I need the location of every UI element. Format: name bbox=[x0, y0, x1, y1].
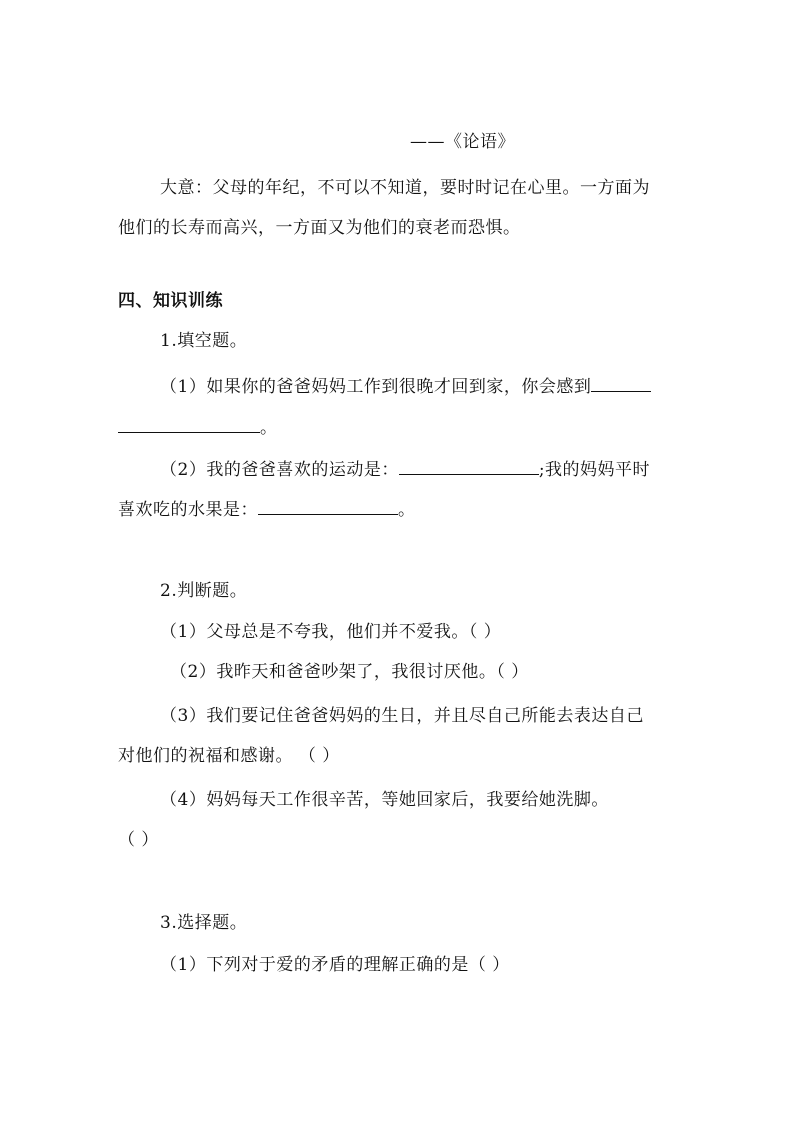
q1-item1 bbox=[160, 374, 651, 398]
q1-item1-end: 。 bbox=[260, 418, 278, 438]
q1-item2 bbox=[160, 457, 650, 481]
q1-title: 1.填空题。 bbox=[160, 331, 248, 351]
q2-title: 2.判断题。 bbox=[160, 581, 248, 601]
q2-item4-line2: （ ） bbox=[118, 830, 159, 850]
section-heading: 四、知识训练 bbox=[118, 291, 223, 311]
q2-item1: （1）父母总是不夸我，他们并不爱我。（ ） bbox=[160, 622, 502, 642]
q1-item2-line2-a: 喜欢吃的水果是： bbox=[118, 500, 258, 520]
q2-item3-line2: 对他们的祝福和感谢。 （ ） bbox=[118, 746, 340, 766]
q3-item1: （1）下列对于爱的矛盾的理解正确的是（ ） bbox=[160, 955, 510, 975]
answer-blank[interactable] bbox=[258, 497, 398, 515]
q3-title: 3.选择题。 bbox=[160, 913, 248, 933]
q1-item2-text-b: ;我的妈妈平时 bbox=[538, 460, 651, 480]
answer-blank[interactable] bbox=[118, 415, 260, 433]
quote-meaning-line1: 大意：父母的年纪，不可以不知道，要时时记在心里。一方面为 bbox=[160, 178, 650, 198]
q2-item2: （2）我昨天和爸爸吵架了，我很讨厌他。（ ） bbox=[170, 662, 529, 682]
q1-item2-text-a: （2）我的爸爸喜欢的运动是： bbox=[160, 460, 399, 480]
q2-item4-line1: （4）妈妈每天工作很辛苦，等她回家后，我要给她洗脚。 bbox=[160, 790, 609, 810]
q1-item1-line2 bbox=[118, 415, 278, 439]
q1-item2-line2-end: 。 bbox=[398, 500, 416, 520]
answer-blank[interactable] bbox=[399, 457, 539, 475]
q2-item3-line1: （3）我们要记住爸爸妈妈的生日，并且尽自己所能去表达自己 bbox=[160, 706, 644, 726]
q1-item2-line2 bbox=[118, 497, 416, 521]
quote-source: ——《论语》 bbox=[410, 132, 515, 152]
quote-meaning-line2: 他们的长寿而高兴，一方面又为他们的衰老而恐惧。 bbox=[118, 218, 521, 238]
answer-blank[interactable] bbox=[591, 374, 651, 392]
q1-item1-text: （1）如果你的爸爸妈妈工作到很晚才回到家，你会感到 bbox=[160, 377, 592, 397]
